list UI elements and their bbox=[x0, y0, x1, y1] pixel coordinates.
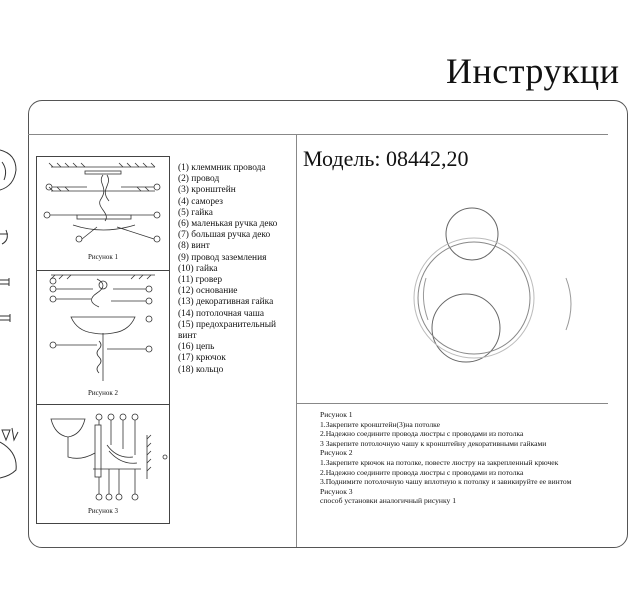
list-item: (7) большая ручка деко bbox=[178, 230, 271, 241]
list-item: (15) предохранительный bbox=[178, 319, 277, 330]
figure-3-panel bbox=[37, 405, 169, 523]
list-item: (6) маленькая ручка деко bbox=[178, 219, 278, 230]
list-item: (8) винт bbox=[178, 241, 210, 252]
list-item: (2) провод bbox=[178, 174, 220, 185]
instruction-line: Рисунок 2 bbox=[320, 448, 353, 458]
figure-2-caption: Рисунок 2 bbox=[87, 389, 119, 397]
instruction-line: 2.Надежно соедините провода люстры с проводами из потолка bbox=[320, 429, 524, 439]
instructions-divider bbox=[297, 403, 608, 404]
list-item: (9) провод заземления bbox=[178, 252, 267, 263]
list-item: (10) гайка bbox=[178, 263, 218, 274]
parts-list bbox=[178, 163, 277, 376]
list-item: винт bbox=[178, 331, 197, 342]
screw-icon bbox=[0, 230, 8, 244]
instruction-line: Рисунок 3 bbox=[320, 486, 353, 496]
instruction-line: Рисунок 1 bbox=[320, 410, 353, 419]
instruction-line: 1.Закрепите крючок на потолке, повесте люстру на закрепленный крючек bbox=[320, 457, 559, 467]
instruction-line: способ установки аналогичный рисунку 1 bbox=[320, 496, 457, 506]
list-item: (11) гровер bbox=[178, 275, 223, 286]
ceiling-mount-icon bbox=[0, 150, 16, 190]
page-title: Инструкци bbox=[446, 51, 620, 91]
list-item: (13) декоративная гайка bbox=[178, 297, 274, 308]
list-item: (18) кольцо bbox=[178, 364, 224, 375]
model-label: Модель: 08442,20 bbox=[303, 146, 469, 171]
figure-3-caption: Рисунок 3 bbox=[87, 507, 119, 515]
bulb-icon bbox=[2, 428, 18, 440]
side-icon-strip bbox=[0, 140, 22, 480]
instruction-line: 3.Поднимите потолочную чашу вплотную к потолку и завикируйте ее винтом bbox=[320, 477, 572, 487]
instruction-line: 3 Закрепите потолочную чашу к кронштейну декоративными гайками bbox=[320, 438, 547, 448]
list-item: (12) основание bbox=[178, 286, 238, 297]
installation-diagrams bbox=[36, 156, 170, 524]
list-item: (16) цепь bbox=[178, 342, 215, 353]
instructions-text bbox=[320, 410, 571, 506]
wire-icon bbox=[0, 314, 10, 322]
figure-1-caption: Рисунок 1 bbox=[87, 253, 119, 261]
list-item: (4) саморез bbox=[178, 196, 223, 207]
figure-2-panel bbox=[37, 271, 169, 405]
list-item: (5) гайка bbox=[178, 207, 213, 218]
lamp-illustration bbox=[416, 208, 606, 393]
column-divider bbox=[296, 134, 297, 547]
figure-1-panel bbox=[37, 157, 169, 271]
list-item: (17) крючок bbox=[178, 353, 226, 364]
list-item: (3) кронштейн bbox=[178, 185, 236, 196]
instruction-line: 2.Надежно соедините провода люстры с проводами из потолка bbox=[320, 467, 524, 477]
frame-divider bbox=[28, 134, 608, 135]
list-item: (14) потолочная чаша bbox=[178, 308, 265, 319]
instruction-line: 1.Закрепите кронштейн(3)на потолке bbox=[320, 419, 440, 429]
list-item: (1) клеммник провода bbox=[178, 163, 266, 173]
